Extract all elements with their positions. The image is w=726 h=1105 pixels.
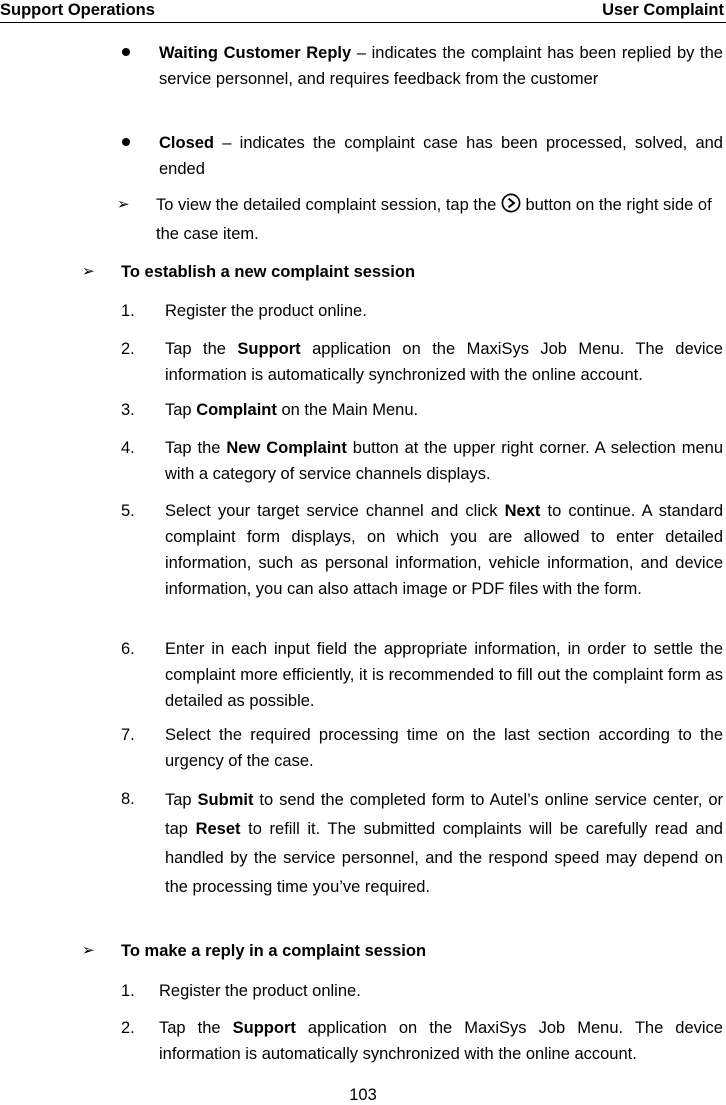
step-run: Select your target service channel and click bbox=[165, 502, 505, 520]
step-number: 4. bbox=[121, 439, 135, 457]
ui-term: Complaint bbox=[196, 401, 277, 419]
step-text bbox=[165, 498, 723, 602]
step-run: Register the product online. bbox=[165, 302, 367, 320]
step-run: button at the upper right corner. A selection menu with a category of service channels displays. bbox=[165, 439, 723, 483]
arrow-bullet-icon: ➢ bbox=[82, 942, 95, 959]
ui-term: New Complaint bbox=[226, 439, 347, 457]
status-bullet-closed bbox=[159, 130, 723, 182]
arrow-bullet-icon: ➢ bbox=[82, 263, 95, 280]
step-run: Select the required processing time on the last section according to the urgency of the case. bbox=[165, 726, 723, 770]
status-description: – indicates the complaint has been replied by the service personnel, and requires feedback from the customer bbox=[159, 44, 723, 88]
page-number: 103 bbox=[349, 1086, 377, 1104]
step-text bbox=[165, 397, 723, 423]
arrow-bullet-icon: ➢ bbox=[117, 196, 130, 213]
step-run: Tap the bbox=[165, 439, 227, 457]
step-run: application on the MaxiSys Job Menu. The device information is automatically synchronized with the online account. bbox=[165, 340, 723, 384]
step-run: on the Main Menu. bbox=[276, 401, 419, 419]
step-run: Register the product online. bbox=[159, 982, 361, 1000]
step-text bbox=[165, 636, 723, 714]
ui-term: Reset bbox=[195, 820, 241, 838]
ui-term: Support bbox=[232, 1019, 296, 1037]
header-rule bbox=[0, 22, 726, 23]
status-bullet-waiting bbox=[159, 40, 723, 92]
running-header-left: Support Operations bbox=[0, 1, 155, 19]
step-number: 1. bbox=[121, 302, 135, 320]
step-text bbox=[165, 786, 723, 902]
step-run: Enter in each input field the appropriate information, in order to settle the complaint more efficiently, it is recommended to fill out the complaint form as detailed as possible. bbox=[165, 640, 723, 710]
step-run: Tap bbox=[165, 791, 198, 809]
step-run: Tap the bbox=[165, 340, 238, 358]
section-title: To establish a new complaint session bbox=[121, 263, 416, 281]
view-tip: To view the detailed complaint session, tap the button on the right side of the case item. bbox=[156, 192, 723, 247]
status-description: – indicates the complaint case has been processed, solved, and ended bbox=[159, 134, 723, 178]
section-title: To make a reply in a complaint session bbox=[121, 942, 427, 960]
step-run: application on the MaxiSys Job Menu. The device information is automatically synchronized with the online account. bbox=[159, 1019, 723, 1063]
step-run: Tap the bbox=[159, 1019, 233, 1037]
step-run: to continue. A standard complaint form displays, on which you are allowed to enter detailed information, such as personal information, vehicle information, and device information, you can also attach image or PDF files with the form. bbox=[165, 502, 723, 598]
step-number: 5. bbox=[121, 502, 135, 520]
step-run: Tap bbox=[165, 401, 197, 419]
ui-term: Next bbox=[504, 502, 541, 520]
step-text bbox=[159, 1015, 723, 1067]
step-number: 3. bbox=[121, 401, 135, 419]
status-term: Closed bbox=[159, 134, 215, 152]
running-header-right: User Complaint bbox=[602, 1, 724, 19]
step-number: 6. bbox=[121, 640, 135, 658]
step-text bbox=[165, 336, 723, 388]
bullet-dot bbox=[122, 138, 130, 146]
step-number: 7. bbox=[121, 726, 135, 744]
step-run: to send the completed form to Autel’s online service center, or tap bbox=[165, 791, 723, 838]
circle-chevron-right-icon bbox=[501, 193, 521, 221]
step-text bbox=[165, 722, 723, 774]
ui-term: Support bbox=[237, 340, 301, 358]
step-number: 1. bbox=[121, 982, 135, 1000]
step-text bbox=[165, 435, 723, 487]
ui-term: Submit bbox=[197, 791, 254, 809]
step-number: 2. bbox=[121, 340, 135, 358]
step-run: to refill it. The submitted complaints will be carefully read and handled by the service personnel, and the respond speed may depend on the processing time you’ve required. bbox=[165, 820, 723, 896]
step-number: 2. bbox=[121, 1019, 135, 1037]
step-text bbox=[159, 978, 723, 1004]
step-number: 8. bbox=[121, 790, 135, 808]
status-term: Waiting Customer Reply bbox=[159, 44, 352, 62]
step-text bbox=[165, 298, 723, 324]
bullet-dot bbox=[122, 48, 130, 56]
